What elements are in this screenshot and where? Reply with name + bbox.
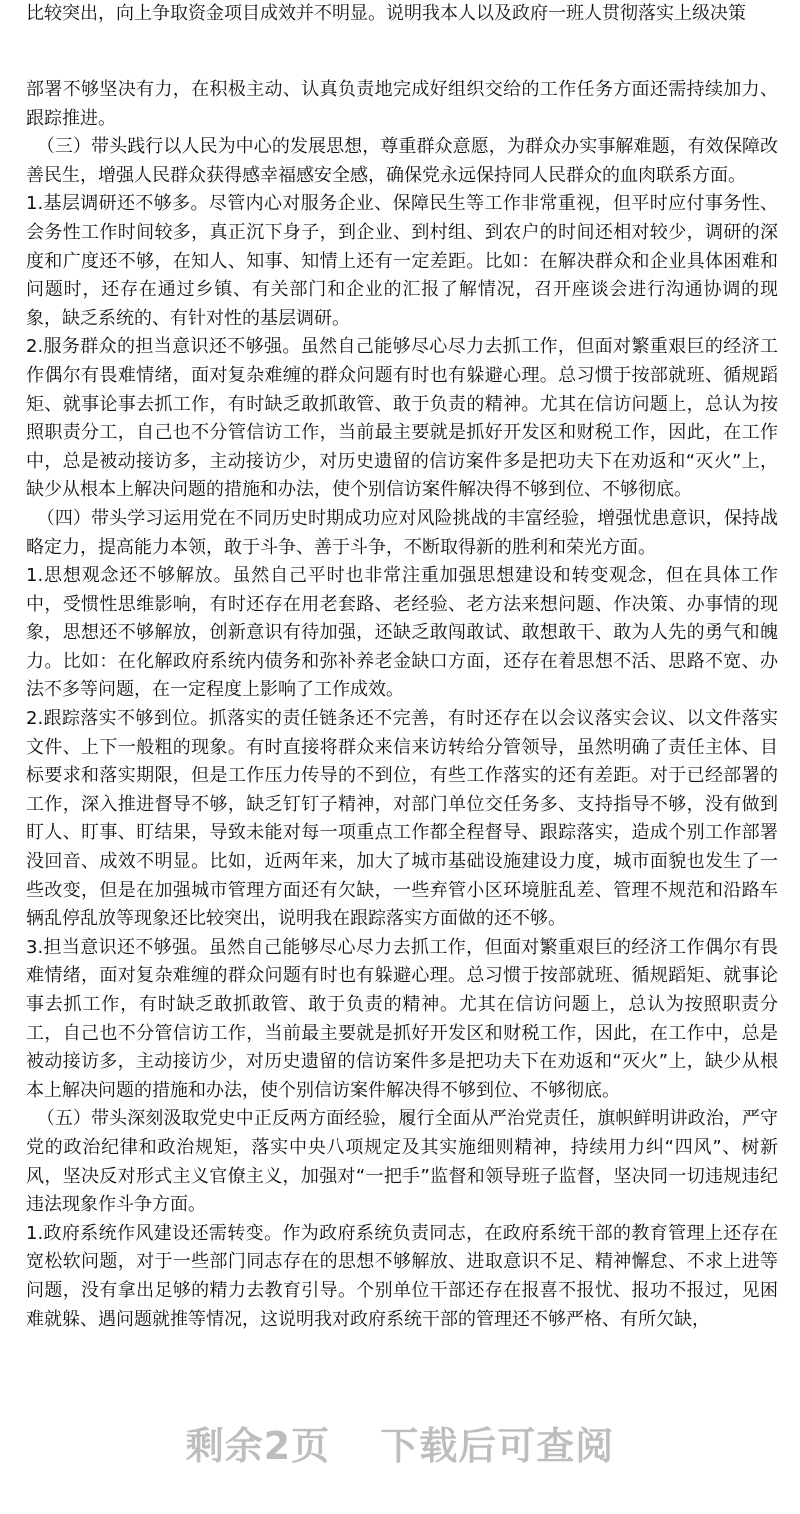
- paragraph: 3.担当意识还不够强。虽然自己能够尽心尽力去抓工作，但面对繁重艰巨的经济工作偶尔有畏难情绪，面对复杂难缠的群众问题有时也有躲避心理。总习惯于按部就班、循规蹈矩、就事论事去抓工作，有时缺乏敢抓敢管、敢于负责的精神。尤其在信访问题上，总认为按照职责分工，自己也不分管信访工作，当前最主要就是抓好开发区和财税工作，因此，在工作中，总是被动接访多，主动接访少，对历史遗留的信访案件多是把功夫下在劝返和“灭火”上，缺少从根本上解决问题的措施和办法，使个别信访案件解决得不够到位、不够彻底。: [26, 936, 778, 1101]
- section-heading-5: （五）带头深刻汲取党史中正反两方面经验，履行全面从严治党责任，旗帜鲜明讲政治，严守党的政治纪律和政治规矩，落实中央八项规定及其实施细则精神，持续用力纠“四风”、树新风，坚决反对形式主义官僚主义，加强对“一把手”监督和领导班子监督，坚决同一切违规违纪违法现象作斗争方面。: [26, 1108, 778, 1216]
- paragraph: 1.基层调研还不够多。尽管内心对服务企业、保障民生等工作非常重视，但平时应付事务性、会务性工作时间较多，真正沉下身子，到企业、到村组、到农户的时间还相对较少，调研的深度和广度还不够，在知人、知事、知情上还有一定差距。比如：在解决群众和企业具体困难和问题时，还存在通过乡镇、有关部门和企业的汇报了解情况，召开座谈会进行沟通协调的现象，缺乏系统的、有针对性的基层调研。: [26, 193, 778, 329]
- paragraph: 1.思想观念还不够解放。虽然自己平时也非常注重加强思想建设和转变观念，但在具体工作中，受惯性思维影响，有时还存在用老套路、老经验、老方法来想问题、作决策、办事情的现象，思想还不够解放，创新意识有待加强，还缺乏敢闯敢试、敢想敢干、敢为人先的勇气和魄力。比如：在化解政府系统内债务和弥补养老金缺口方面，还存在着思想不活、思路不宽、办法不多等问题，在一定程度上影响了工作成效。: [26, 565, 778, 701]
- document-body: [26, 76, 778, 1334]
- top-fragment-line: 比较突出，向上争取资金项目成效并不明显。说明我本人以及政府一班人贯彻落实上级决策: [26, 3, 746, 24]
- download-banner[interactable]: [0, 1412, 800, 1472]
- section-heading-3: （三）带头践行以人民为中心的发展思想，尊重群众意愿，为群众办实事解难题，有效保障改善民生，增强人民群众获得感幸福感安全感，确保党永远保持同人民群众的血肉联系方面。: [26, 136, 778, 186]
- paragraph: 2.服务群众的担当意识还不够强。虽然自己能够尽心尽力去抓工作，但面对繁重艰巨的经济工作偶尔有畏难情绪，面对复杂难缠的群众问题有时也有躲避心理。总习惯于按部就班、循规蹈矩、就事论事去抓工作，有时缺乏敢抓敢管、敢于负责的精神。尤其在信访问题上，总认为按照职责分工，自己也不分管信访工作，当前最主要就是抓好开发区和财税工作，因此，在工作中，总是被动接访多，主动接访少，对历史遗留的信访案件多是把功夫下在劝返和“灭火”上，缺少从根本上解决问题的措施和办法，使个别信访案件解决得不够到位、不够彻底。: [26, 336, 778, 501]
- paragraph: 部署不够坚决有力，在积极主动、认真负责地完成好组织交给的工作任务方面还需持续加力、跟踪推进。: [26, 79, 778, 129]
- remaining-pages-label[interactable]: 剩余2页: [185, 1423, 331, 1468]
- paragraph: 1.政府系统作风建设还需转变。作为政府系统负责同志，在政府系统干部的教育管理上还存在宽松软问题，对于一些部门同志存在的思想不够解放、进取意识不足、精神懈怠、不求上进等问题，没有拿出足够的精力去教育引导。个别单位干部还存在报喜不报忧、报功不报过，见困难就躲、遇问题就推等情况，这说明我对政府系统干部的管理还不够严格、有所欠缺，: [26, 1222, 778, 1330]
- section-heading-4: （四）带头学习运用党在不同历史时期成功应对风险挑战的丰富经验，增强忧患意识，保持战略定力，提高能力本领，敢于斗争、善于斗争，不断取得新的胜利和荣光方面。: [26, 507, 778, 558]
- download-to-view-label[interactable]: 下载后可查阅: [380, 1423, 615, 1468]
- paragraph: 2.跟踪落实不够到位。抓落实的责任链条还不完善，有时还存在以会议落实会议、以文件落实文件、上下一般粗的现象。有时直接将群众来信来访转给分管领导，虽然明确了责任主体、目标要求和落实期限，但是工作压力传导的不到位，有些工作落实的还有差距。对于已经部署的工作，深入推进督导不够，缺乏钉钉子精神，对部门单位交任务多、支持指导不够，没有做到盯人、盯事、盯结果，导致未能对每一项重点工作都全程督导、跟踪落实，造成个别工作部署没回音、成效不明显。比如，近两年来，加大了城市基础设施建设力度，城市面貌也发生了一些改变，但是在加强城市管理方面还有欠缺，一些弃管小区环境脏乱差、管理不规范和沿路车辆乱停乱放等现象还比较突出，说明我在跟踪落实方面做的还不够。: [26, 708, 778, 930]
